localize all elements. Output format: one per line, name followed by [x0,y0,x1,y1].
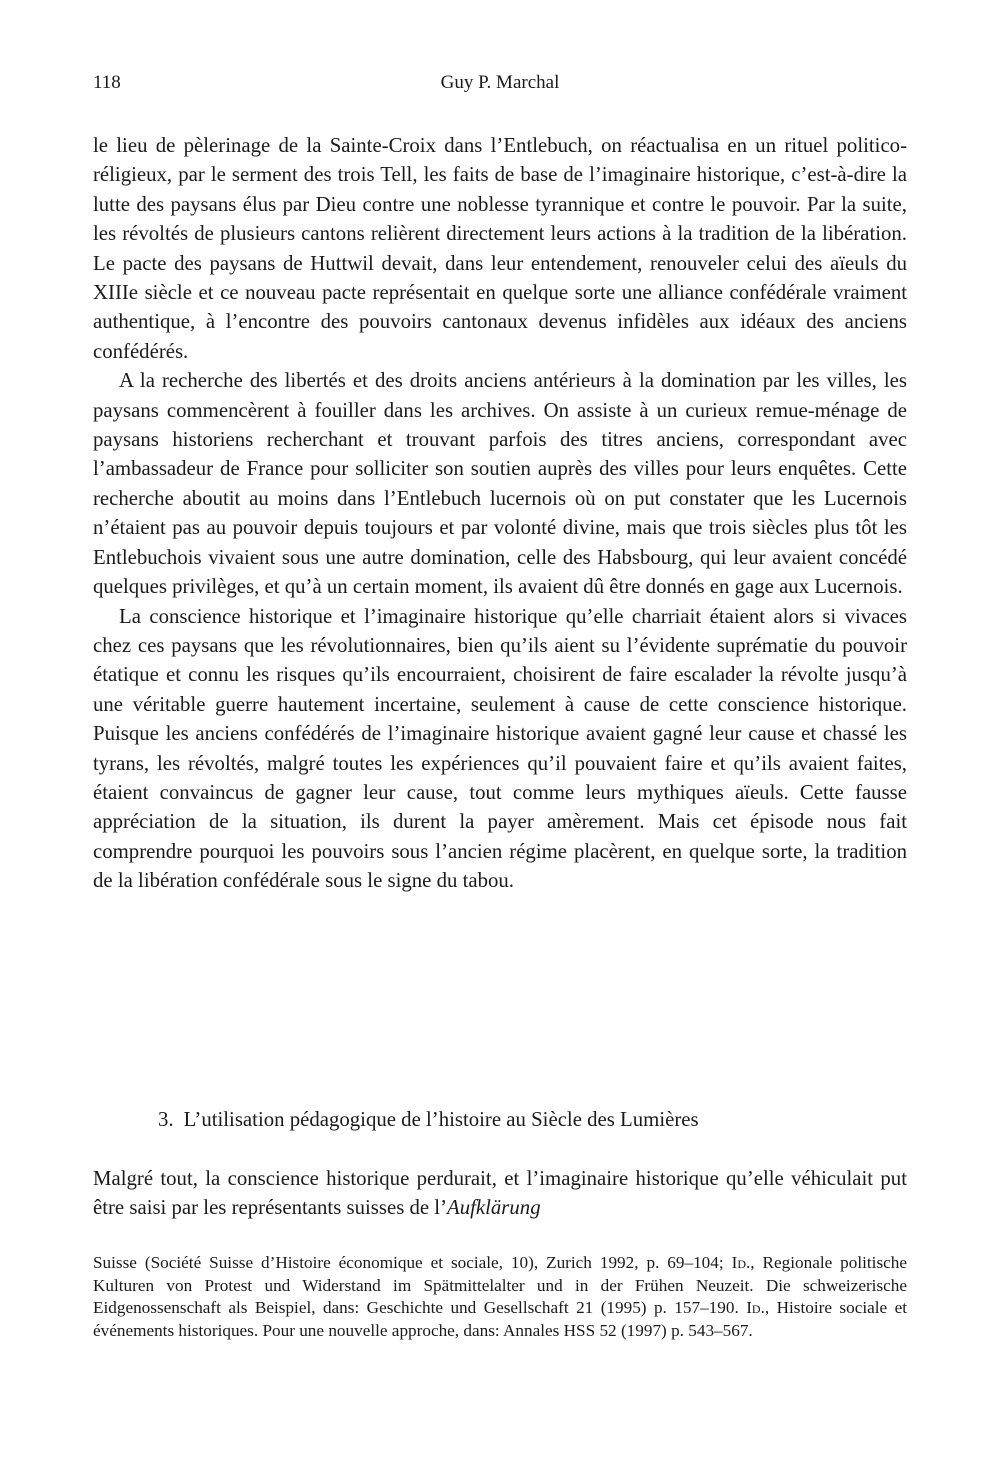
footnote [93,1252,907,1342]
paragraph-after-section-text: Malgré tout, la conscience historique perdurait, et l’imaginaire historique qu’elle véhiculait put être saisi par les représentants suisses de l’ [93,1167,907,1220]
section-number: 3. [158,1108,174,1131]
page-header [93,72,907,102]
running-head: Guy P. Marchal [440,72,560,93]
section-title: L’utilisation pédagogique de l’histoire au Siècle des Lumières [183,1108,699,1131]
footnote-part-3: , Histoire sociale et événements historiques. Pour une nouvelle approche, dans: Annales HSS 52 (1997) p. 543–567. [93,1298,907,1340]
footnote-part-1: Suisse (Société Suisse d’Histoire économique et sociale, 10), Zurich 1992, p. 69–104; [93,1253,732,1272]
page-number: 118 [93,72,121,93]
paragraph-2: A la recherche des libertés et des droits anciens antérieurs à la domination par les villes, les paysans commencèrent à fouiller dans les archives. On assiste à un curieux remue-ménage de paysans historiens recherchant et trouvant parfois des titres anciens, correspondant avec l’ambassadeur de France pour solliciter son soutien auprès des villes pour leurs enquêtes. Cette recherche aboutit au moins dans l’Entlebuch lucernois où on put constater que les Lucernois n’étaient pas au pouvoir depuis toujours et par volonté divine, mais que trois siècles plus tôt les Entlebuchois vivaient sous une autre domination, celle des Habsbourg, qui leur avaient concédé quelques privilèges, et qu’à un certain moment, ils avaient dû être donnés en gage aux Lucernois. [93,369,907,599]
paragraph-1: le lieu de pèlerinage de la Sainte-Croix dans l’Entlebuch, on réactualisa en un rituel politico-réligieux, par le serment des trois Tell, les faits de base de l’imaginaire historique, c’est-à-dire la lutte des paysans élus par Dieu contre une noblesse tyrannique et contre le pouvoir. Par la suite, les révoltés de plusieurs cantons relièrent directement leurs actions à la tradition de la libération. Le pacte des paysans de Huttwil devait, dans leur entendement, renouveler celui des aïeuls du XIIIe siècle et ce nouveau pacte représentait en quelque sorte une alliance confédérale vraiment authentique, à l’encontre des pouvoirs cantonaux devenus infidèles aux idéaux des anciens confédérés. [93,134,907,363]
aufklarung-italic: Aufklärung [447,1196,541,1220]
footnote-id-1: Id. [731,1253,751,1272]
main-text [93,131,907,896]
paragraph-3: La conscience historique et l’imaginaire historique qu’elle charriait étaient alors si vivaces chez ces paysans que les révolutionnaires, bien qu’ils aient su l’évidente suprématie du pouvoir étatique et connu les risques qu’ils encourraient, choisirent de faire escalader la révolte jusqu’à une véritable guerre hautement incertaine, seulement à cause de cette conscience historique. Puisque les anciens confédérés de l’imaginaire historique avaient gagné leur cause et chassé les tyrans, les révoltés, malgré toutes les expériences qu’il pouvaient faire et qu’ils avaient faites, étaient convaincus de gagner leur cause, tout comme leurs mythiques aïeuls. Cette fausse appréciation de la situation, ils durent la payer amèrement. Mais cet épisode nous fait comprendre pourquoi les pouvoirs sous l’ancien régime placèrent, en quelque sorte, la tradition de la libération confédérale sous le signe du tabou. [93,604,907,893]
paragraph-after-section [93,1164,907,1223]
section-heading [93,1105,907,1134]
footnote-id-2: Id. [746,1298,765,1317]
footnote-part-2: , Regionale politische Kulturen von Protest und Widerstand im Spätmittelalter und in der Frühen Neuzeit. Die schweizerische Eidgenossenschaft als Beispiel, dans: Geschichte und Gesellschaft 21 (1995) p. 157–190. [93,1253,908,1317]
